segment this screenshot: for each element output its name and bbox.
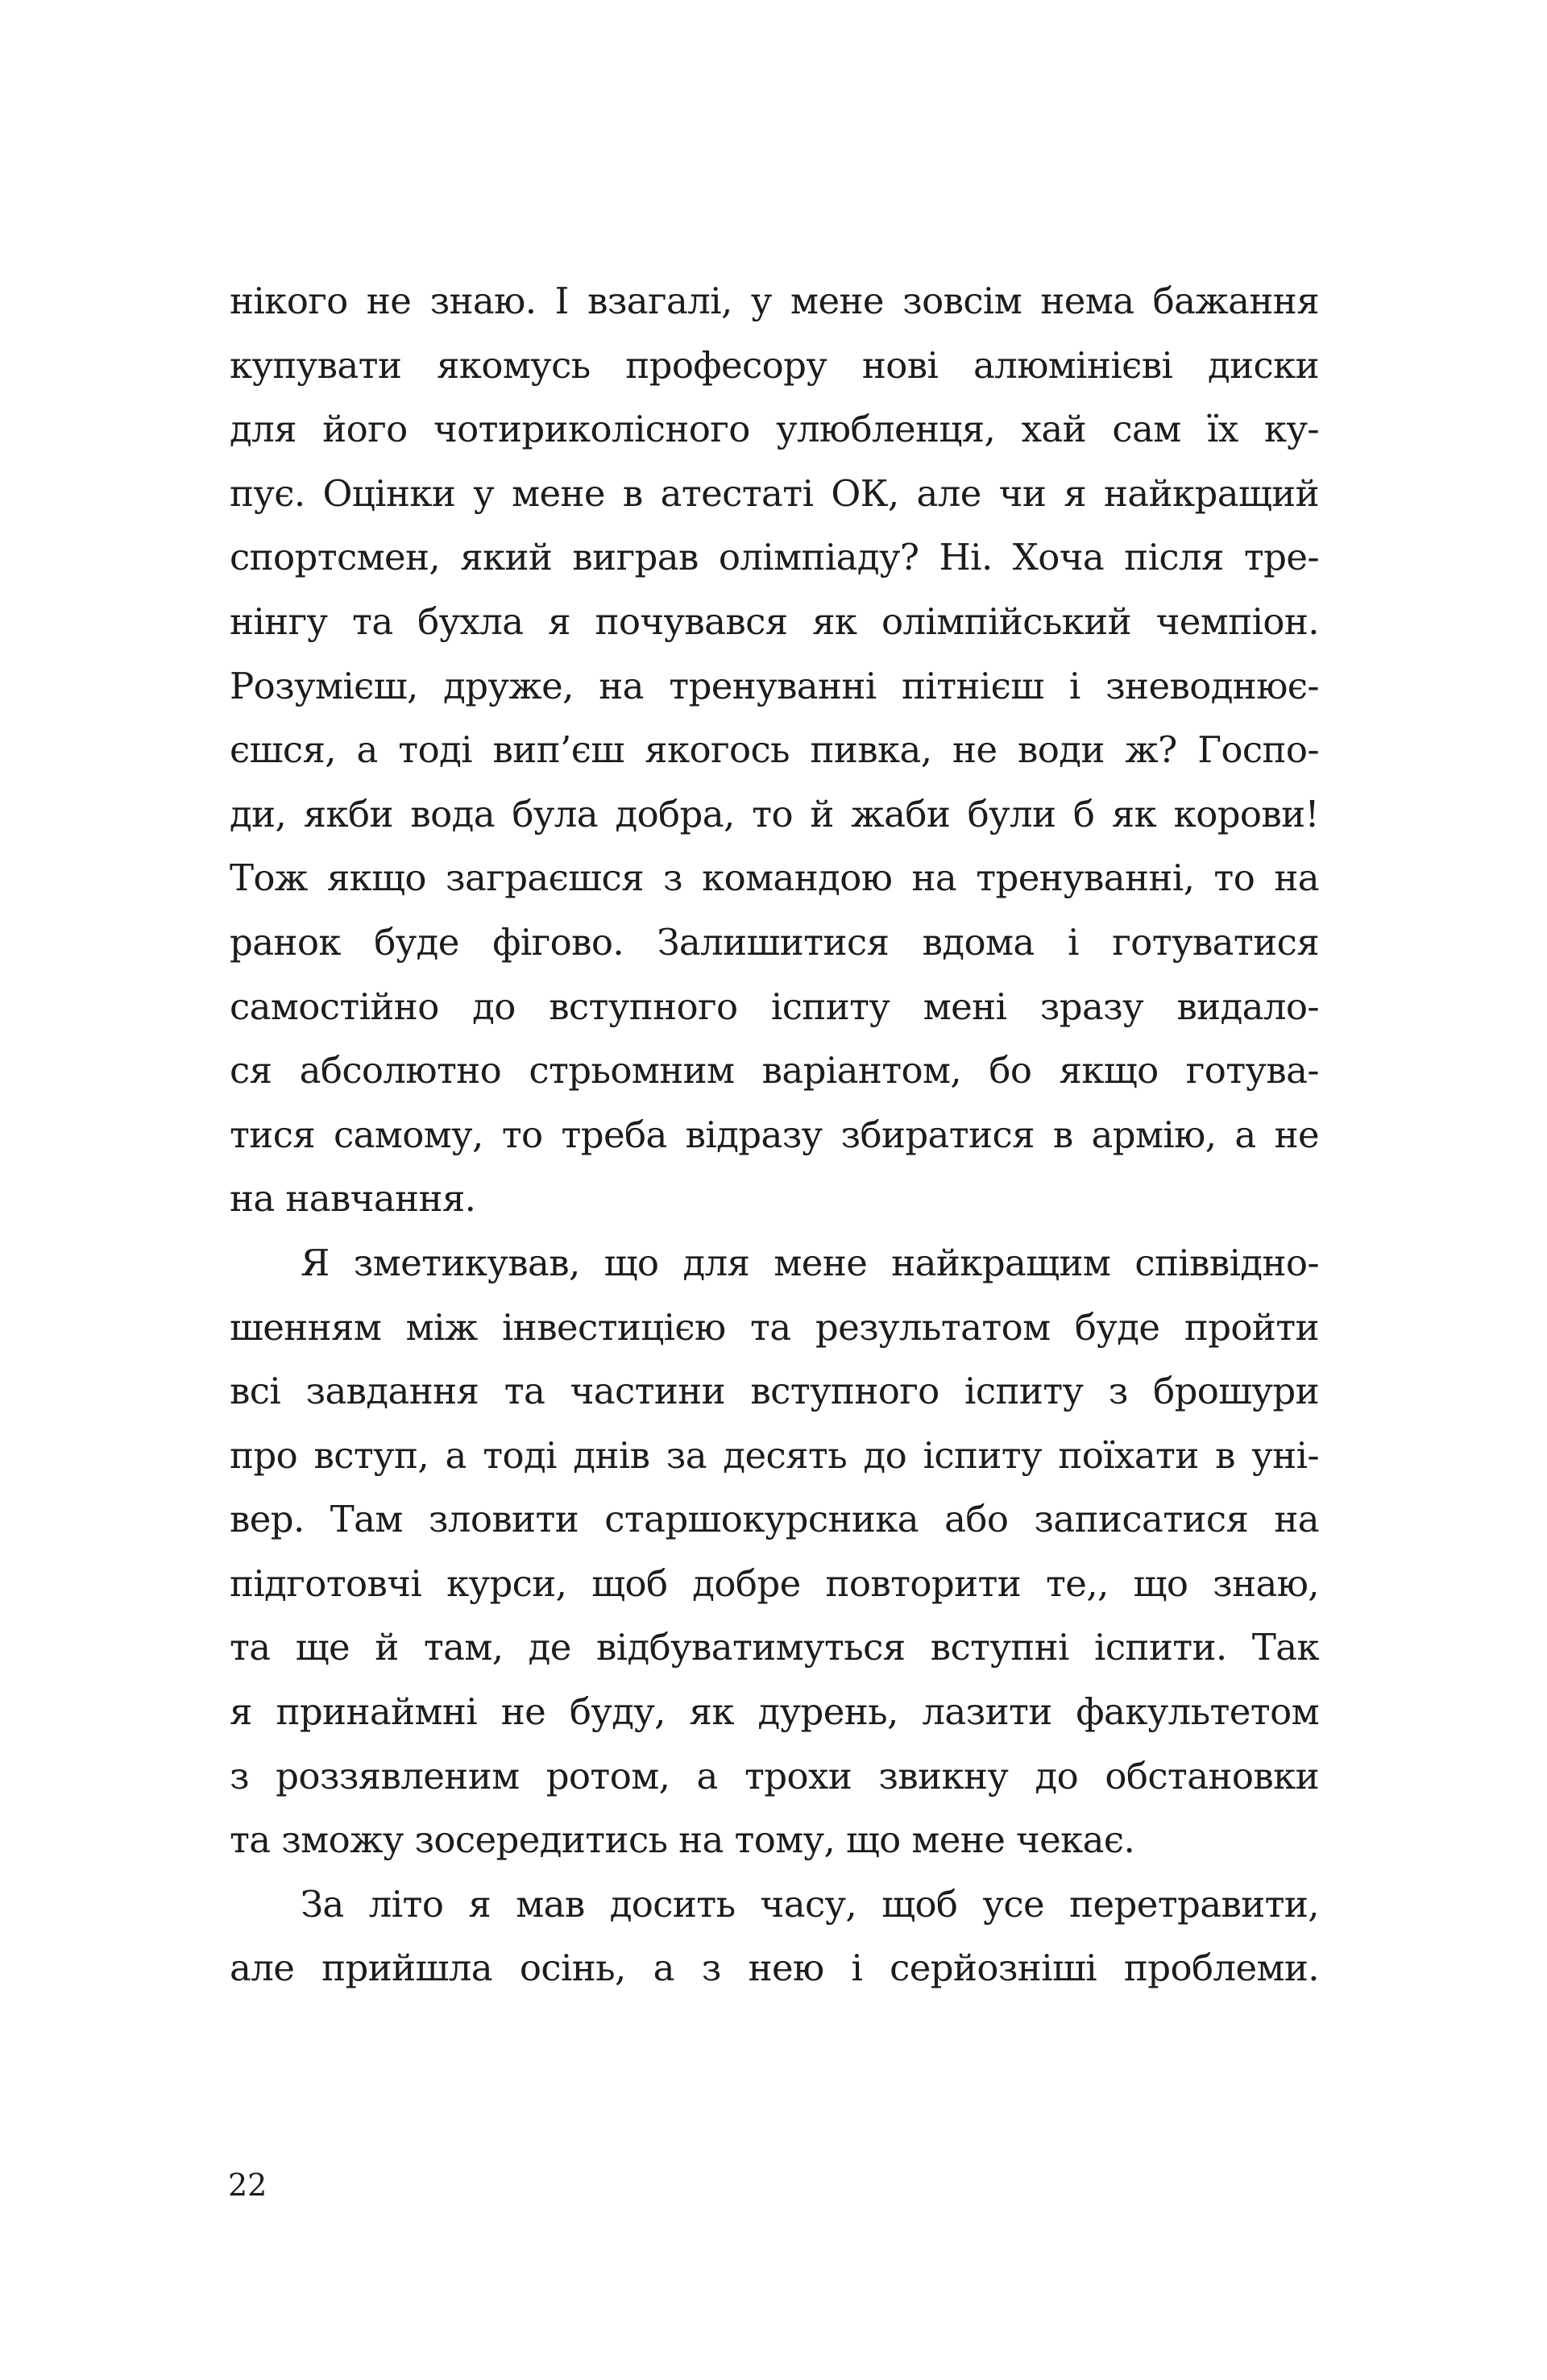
text-line: всі завдання та частини вступного іспиту з брошури	[230, 1370, 1319, 1413]
text-line: ранок буде фігово. Залишитися вдома і готуватися	[230, 920, 1319, 964]
text-line: ся абсолютно стрьомним варіантом, бо якщо готува-	[230, 1049, 1319, 1093]
text-line: про вступ, а тоді днів за десять до іспиту поїхати в уні-	[230, 1433, 1319, 1477]
text-line: купувати якомусь професору нові алюмінієві диски	[230, 343, 1319, 387]
paragraph	[230, 1872, 1319, 2001]
text-line: За літо я мав досить часу, щоб усе перетравити,	[301, 1882, 1319, 1926]
text-line: єшся, а тоді вип’єш якогось пивка, не води ж? Госпо-	[230, 728, 1319, 772]
page-number: 22	[228, 2167, 268, 2203]
text-line: підготовчі курси, щоб добре повторити те,, що знаю,	[230, 1561, 1319, 1605]
text-line: та зможу зосередитись на тому, що мене чекає.	[230, 1818, 1135, 1862]
text-line: ди, якби вода була добра, то й жаби були б як корови!	[230, 792, 1319, 835]
text-line: але прийшла осінь, а з нею і серйозніші проблеми.	[230, 1947, 1319, 1990]
text-line: з роззявленим ротом, а трохи звикну до обстановки	[230, 1754, 1319, 1797]
text-line: для його чотириколісного улюбленця, хай сам їх ку-	[230, 408, 1319, 451]
text-line: Розумієш, друже, на тренуванні пітнієш і зневоднює-	[230, 664, 1319, 707]
text-line: шенням між інвестицією та результатом буде пройти	[230, 1305, 1319, 1349]
paragraph	[230, 269, 1319, 1231]
text-line: Тож якщо заграєшся з командою на тренуванні, то на	[230, 856, 1319, 900]
text-line: та ще й там, де відбуватимуться вступні іспити. Так	[230, 1626, 1319, 1669]
text-line: Я зметикував, що для мене найкращим співвідно-	[301, 1241, 1319, 1284]
text-line: пує. Оцінки у мене в атестаті ОК, але чи я найкращий	[230, 471, 1319, 515]
text-line: на навчання.	[230, 1177, 476, 1221]
text-line: тися самому, то треба відразу збиратися в армію, а не	[230, 1113, 1319, 1156]
text-line: спортсмен, який виграв олімпіаду? Ні. Хоча після тре-	[230, 536, 1319, 579]
text-line: я принаймні не буду, як дурень, лазити факультетом	[230, 1690, 1319, 1734]
text-line: нінгу та бухла я почувався як олімпійський чемпіон.	[230, 599, 1319, 643]
text-line: самостійно до вступного іспиту мені зразу видало-	[230, 985, 1319, 1028]
text-line: вер. Там зловити старшокурсника або записатися на	[230, 1498, 1319, 1541]
paragraph	[230, 1231, 1319, 1872]
body-text	[230, 269, 1319, 2001]
text-line: нікого не знаю. І взагалі, у мене зовсім нема бажання	[230, 280, 1319, 322]
